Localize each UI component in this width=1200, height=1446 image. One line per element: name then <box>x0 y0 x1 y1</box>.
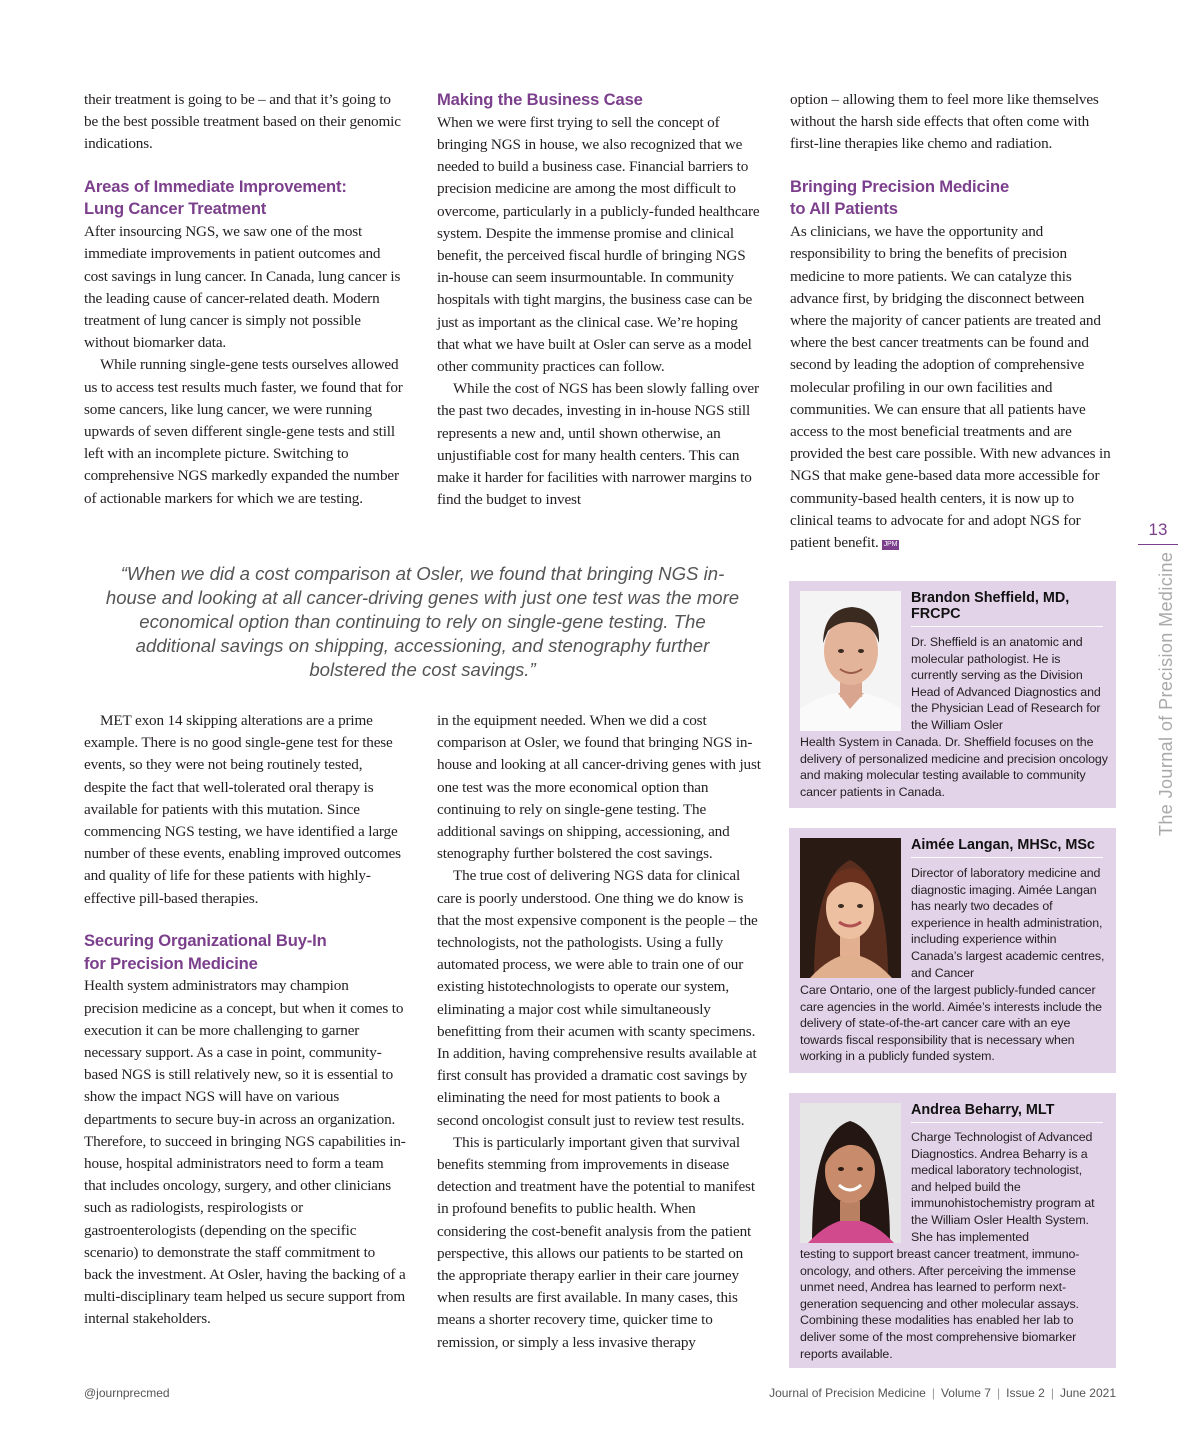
author-photo <box>800 591 901 731</box>
section-heading-lung-cancer: Areas of Immediate Improvement: Lung Cancer Treatment <box>84 176 347 219</box>
author-bio-text: Director of laboratory medicine and diagnostic imaging. Aimée Langan has nearly two decades of experience in health administration, including experience within Canada’s largest academic centres, and Cancer <box>911 866 1105 980</box>
column-3-top <box>790 89 1112 554</box>
author-bio-beharry <box>789 1093 1116 1368</box>
author-bio-sheffield <box>789 581 1116 808</box>
author-photo <box>800 838 901 978</box>
paragraph: in the equipment needed. When we did a cost comparison at Osler, we found that bringing NGS in-house and looking at all cancer-driving genes with just one test was the more economical option than continuing to rely on single-gene testing. The additional savings on shipping, accessioning, and stenography further bolstered the cost savings. <box>437 712 761 863</box>
journal-title-vertical: The Journal of Precision Medicine <box>1156 551 1176 836</box>
pull-quote: “When we did a cost comparison at Osler, we found that bringing NGS in-house and looking at all cancer-driving genes with just one test was the more economical option than continuing to rely on single-gene testing. The additional savings on shipping, accessioning, and stenography further bolstered the cost savings.” <box>105 563 740 680</box>
paragraph: When we were first trying to sell the concept of bringing NGS in house, we also recognized that we needed to build a business case. Financial barriers to precision medicine are among the most difficult to overcome, particularly in a publicly-funded healthcare system. Despite the immense promise and clinical benefit, the perceived fiscal hurdle of bringing NGS in-house can seem insurmountable. In community hospitals with tight margins, the business case can be just as important as the clinical case. We’re hoping that what we have built at Osler can serve as a model other community practices can follow. <box>437 113 760 376</box>
paragraph: Health system administrators may champion precision medicine as a concept, but when it comes to execution it can be more challenging to garner necessary support. As a case in point, community-based NGS is still relatively new, so it is essential to show the impact NGS will have on various departments to secure buy-in across an organization. Therefore, to succeed in bringing NGS capabilities in-house, hospital administrators need to form a team that includes oncology, surgery, and other clinicians such as radiologists, respirologists or gastroenterologists (depending on the specific scenario) to demonstrate the staff commitment to back the investment. At Osler, having the backing of a multi-disciplinary team helped us secure support from internal stakeholders. <box>84 977 406 1328</box>
author-bio-text: Dr. Sheffield is an anatomic and molecular pathologist. He is currently serving as the Division Head of Advanced Diagnostics and the Physician Lead of Research for the William Osler <box>911 635 1101 732</box>
column-1-top <box>84 89 406 510</box>
column-1-bottom <box>84 710 406 1331</box>
paragraph: As clinicians, we have the opportunity and responsibility to bring the benefits of precision medicine to more patients. We can catalyze this advance first, by bridging the disconnect between where the majority of cancer patients are treated and where the best cancer treatments can be found and second by leading the adoption of comprehensive molecular profiling in our own facilities and communities. We can ensure that all patients have access to the most beneficial treatments and are provided the best care possible. With new advances in NGS that make gene-based data more accessible for community-based health centers, it is now up to clinical teams to advocate for and adopt NGS for patient benefit. JPM <box>790 223 1111 552</box>
author-bio-langan <box>789 828 1116 1073</box>
paragraph: option – allowing them to feel more like themselves without the harsh side effects that often come with first-line therapies like chemo and radiation. <box>790 91 1099 153</box>
author-bio-text: Charge Technologist of Advanced Diagnostics. Andrea Beharry is a medical laboratory technologist, and helped build the immunohistochemistry program at the William Osler Health System. She has implemented <box>911 1130 1095 1244</box>
footer-volume: Volume 7 <box>940 1386 991 1400</box>
page-number: 13 <box>1138 520 1178 545</box>
footer-issue: Issue 2 <box>1006 1386 1045 1400</box>
paragraph: their treatment is going to be – and that it’s going to be the best possible treatment based on their genomic indications. <box>84 91 401 153</box>
paragraph: This is particularly important given that survival benefits stemming from improvements in disease detection and treatment have the potential to manifest in profound benefits to public health. When considering the cost-benefit analysis from the patient perspective, this allows our patients to be started on the appropriate therapy earlier in their care journey when results are first available. In many cases, this means a shorter recovery time, quicker time to remission, or simply a less invasive therapy <box>437 1133 755 1351</box>
footer-citation <box>769 1386 1116 1400</box>
author-bio-text: Health System in Canada. Dr. Sheffield focuses on the delivery of personalized medicine and precision oncology and making molecular testing available to community cancer patients in Canada. <box>800 735 1108 799</box>
paragraph: After insourcing NGS, we saw one of the most immediate improvements in patient outcomes and cost savings in lung cancer. In Canada, lung cancer is the leading cause of cancer-related death. Modern treatment of lung cancer is simply not possible without biomarker data. <box>84 223 401 352</box>
column-2-bottom <box>437 710 763 1354</box>
section-heading-business-case: Making the Business Case <box>437 90 643 109</box>
separator: | <box>1050 1386 1054 1400</box>
author-name: Brandon Sheffield, MD, FRCPC <box>911 590 1103 627</box>
author-bio-text: testing to support breast cancer treatment, immuno-oncology, and others. After perceiving the immense unmet need, Andrea has learned to perform next-generation sequencing and other molecular assays. Combining these modalities has enabled her lab to deliver some of the most comprehensive biomarker reports available. <box>800 1247 1080 1361</box>
paragraph: While running single-gene tests ourselves allowed us to access test results much faster, we found that for some cancers, like lung cancer, we were running upwards of seven different single-gene tests and still left with an incomplete picture. Switching to comprehensive NGS markedly expanded the number of actionable markers for which we are testing. <box>84 356 403 507</box>
separator: | <box>996 1386 1001 1400</box>
author-name: Aimée Langan, MHSc, MSc <box>911 837 1103 858</box>
footer-journal: Journal of Precision Medicine <box>769 1386 926 1400</box>
paragraph: The true cost of delivering NGS data for clinical care is poorly understood. One thing we do know is that the most expensive component is the people – the technologists, not the pathologists. Using a fully automated process, we were able to train one of our existing histotechnologists to operate our system, eliminating a major cost while simultaneously benefitting from their acumen with scanty specimens. In addition, having comprehensive results available at first consult has provided a dramatic cost savings by eliminating the need for most patients to book a second oncologist consult just to review test results. <box>437 867 758 1129</box>
social-handle: @journprecmed <box>84 1386 170 1400</box>
column-2-top <box>437 89 762 511</box>
author-photo <box>800 1103 901 1243</box>
section-heading-buy-in: Securing Organizational Buy-In for Precision Medicine <box>84 930 327 973</box>
end-mark: JPM <box>883 541 898 549</box>
author-bio-text: Care Ontario, one of the largest publicly-funded cancer care agencies in the world. Aimée’s interests include the delivery of state-of-the-art cancer care with an eye towards fiscal responsibility that is necessary when working in a publicly funded system. <box>800 983 1102 1064</box>
paragraph: MET exon 14 skipping alterations are a prime example. There is no good single-gene test for these events, so they were not being routinely tested, despite the fact that well-tolerated oral therapy is available for patients with this mutation. Since commencing NGS testing, we have identified a large number of these events, enabling improved outcomes and quality of life for these patients with highly-effective pill-based therapies. <box>84 712 401 907</box>
footer-date: June 2021 <box>1059 1386 1116 1400</box>
paragraph: While the cost of NGS has been slowly falling over the past two decades, investing in in-house NGS still represents a new and, until shown otherwise, an unjustifiable cost for many health centers. This can make it harder for facilities with narrower margins to find the budget to invest <box>437 380 759 509</box>
author-name: Andrea Beharry, MLT <box>911 1102 1103 1123</box>
section-heading-all-patients: Bringing Precision Medicine to All Patients <box>790 176 1010 219</box>
separator: | <box>931 1386 935 1400</box>
